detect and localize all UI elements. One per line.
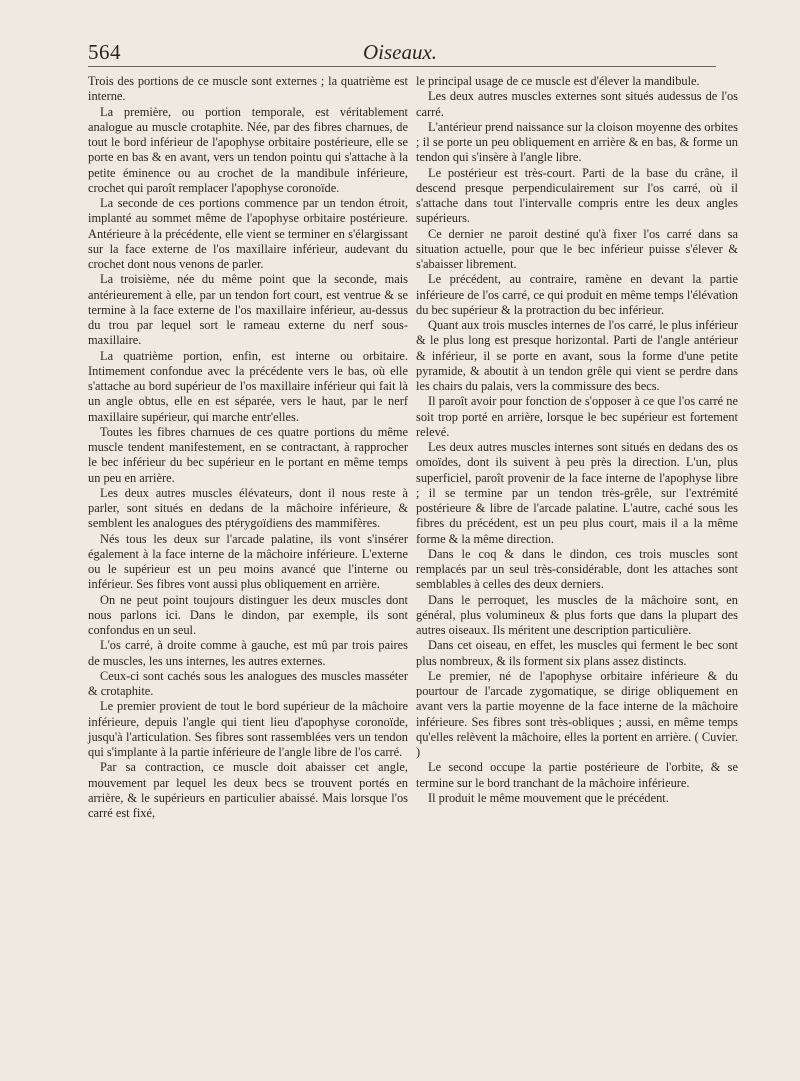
paragraph: La seconde de ces portions commence par un tendon étroit, implanté au sommet même de l'apophyse orbitaire postérieure. Antérieure à la précédente, elle vient se terminer en s'élargissant sur la face externe de l'os maxillaire inférieur, audevant du crochet dont nous venons de parler. — [88, 196, 408, 271]
paragraph: Trois des portions de ce muscle sont externes ; la quatrième est interne. — [88, 74, 408, 104]
left-text-column — [88, 74, 408, 821]
paragraph: L'antérieur prend naissance sur la cloison moyenne des orbites ; il se porte un peu obliquement en arrière & en bas, & forme un tendon qui s'insère à l'angle libre. — [416, 119, 738, 165]
paragraph: Ce dernier ne paroit destiné qu'à fixer l'os carré dans sa situation actuelle, pour que le bec inférieur puisse s'élever & s'abaisser librement. — [416, 226, 738, 271]
paragraph: Les deux autres muscles élévateurs, dont il nous reste à parler, sont situés en dedans de la mâchoire inférieure, & semblent les analogues des ptérygoïdiens des mammifères. — [88, 485, 408, 531]
paragraph: La première, ou portion temporale, est véritablement analogue au muscle crotaphite. Née, par des fibres charnues, de tout le bord inférieur de l'apophyse orbitaire postérieure, elle se porte en bas & en avant, vers un tendon pointu qui s'attache à la petite éminence ou au crochet de la mandibule inférieure, crochet qui paroît remplacer l'apophyse coronoïde. — [88, 104, 408, 195]
running-title: Oiseaux. — [362, 40, 438, 64]
paragraph: La troisième, née du même point que la seconde, mais antérieurement à elle, par un tendon fort court, est ventrue & se termine à la face externe de l'os maxillaire inférieur, au-dessus du trou par lequel sort le rameau externe du nerf sous-maxillaire. — [88, 272, 408, 348]
header-rule — [88, 66, 716, 67]
paragraph: L'os carré, à droite comme à gauche, est mû par trois paires de muscles, les uns internes, les autres externes. — [88, 638, 408, 668]
paragraph: Les deux autres muscles internes sont situés en dedans des os omoïdes, dont ils suivent à peu près la direction. L'un, plus superficiel, paroît provenir de la face interne de l'apophyse libre ; il se termine par un tendon très-grêle, sur l'extrémité postérieure & libre de l'arcade palatine. L'autre, caché sous les fibres du précédent, est un peu plus court, mais il a la même forme & la même direction. — [416, 440, 738, 546]
paragraph: Nés tous les deux sur l'arcade palatine, ils vont s'insérer également à la face interne de la mâchoire inférieure. L'externe ou le supérieur est un peu moins avancé que l'interne ou inférieur. Ses fibres vont aussi plus obliquement en arrière. — [88, 531, 408, 592]
paragraph: Le précédent, au contraire, ramène en devant la partie inférieure de l'os carré, ce qui produit en même temps l'élévation du bec supérieur & la protraction du bec inférieur. — [416, 272, 738, 317]
paragraph: Par sa contraction, ce muscle doit abaisser cet angle, mouvement par lequel les deux becs se trouvent portés en arrière, & le supérieurs en particulier abaissé. Mais lorsque l'os carré est fixé, — [88, 760, 408, 820]
paragraph: Ceux-ci sont cachés sous les analogues des muscles masséter & crotaphite. — [88, 668, 408, 698]
page-number: 564 — [88, 40, 121, 64]
paragraph: Le premier provient de tout le bord supérieur de la mâchoire inférieure, depuis l'angle qui tient lieu d'apophyse coronoïde, jusqu'à l'articulation. Ses fibres sont rassemblées vers un tendon qui s'implante à la partie inférieure de l'angle libre de l'os carré. — [88, 699, 408, 759]
paragraph: Quant aux trois muscles internes de l'os carré, le plus inférieur & le plus long est presque horizontal. Parti de l'angle antérieur & inférieur, il se porte en avant, sous la forme d'une petite pyramide, & aboutit à un tendon grêle qui vient se perdre dans les chairs du palais, vers la commissure des becs. — [416, 318, 738, 393]
paragraph: Le premier, né de l'apophyse orbitaire inférieure & du pourtour de l'arcade zygomatique, se dirige obliquement en avant vers la partie moyenne de la face interne de la mâchoire inférieure. Ses fibres sont très-obliques ; aussi, en même temps qu'elles relèvent la mâchoire, elles la portent en arrière. ( Cuvier. ) — [416, 668, 738, 759]
right-text-column — [416, 74, 738, 806]
paragraph: La quatrième portion, enfin, est interne ou orbitaire. Intimement confondue avec la précédente vers le bas, où elle s'attache au bord supérieur de l'os maxillaire inférieur qui fait là un angle obtus, elle en est séparée, vers le haut, par le nerf maxillaire supérieur, qui marche entr'elles. — [88, 348, 408, 424]
paragraph: Les deux autres muscles externes sont situés audessus de l'os carré. — [416, 89, 738, 119]
paragraph: Le second occupe la partie postérieure de l'orbite, & se termine sur le bord tranchant de la mâchoire inférieure. — [416, 760, 738, 790]
paragraph: Il produit le même mouvement que le précédent. — [428, 790, 669, 805]
paragraph: Dans cet oiseau, en effet, les muscles qui ferment le bec sont plus nombreux, & ils forment six plans assez distincts. — [416, 638, 738, 668]
paragraph: Il paroît avoir pour fonction de s'opposer à ce que l'os carré ne soit trop porté en arrière, lorsque le bec supérieur est fortement relevé. — [416, 394, 738, 439]
paragraph: le principal usage de ce muscle est d'élever la mandibule. — [416, 74, 700, 88]
paragraph: On ne peut point toujours distinguer les deux muscles dont nous parlons ici. Dans le dindon, par exemple, ils sont confondus en un seul. — [88, 592, 408, 637]
paragraph: Le postérieur est très-court. Parti de la base du crâne, il descend presque perpendiculairement sur l'os carré, où il s'attache dans tout l'intervalle compris entre les deux angles supérieurs. — [416, 165, 738, 226]
paragraph: Toutes les fibres charnues de ces quatre portions du même muscle tendent manifestement, en se contractant, à rapprocher le bec inférieur du bec supérieur en le portant en même temps un peu en arrière. — [88, 424, 408, 485]
paragraph: Dans le perroquet, les muscles de la mâchoire sont, en général, plus volumineux & plus forts que dans la plupart des autres oiseaux. Ils méritent une description particulière. — [416, 592, 738, 637]
paragraph: Dans le coq & dans le dindon, ces trois muscles sont remplacés par un seul très-considérable, dont les attaches sont semblables à celles des deux derniers. — [416, 546, 738, 592]
